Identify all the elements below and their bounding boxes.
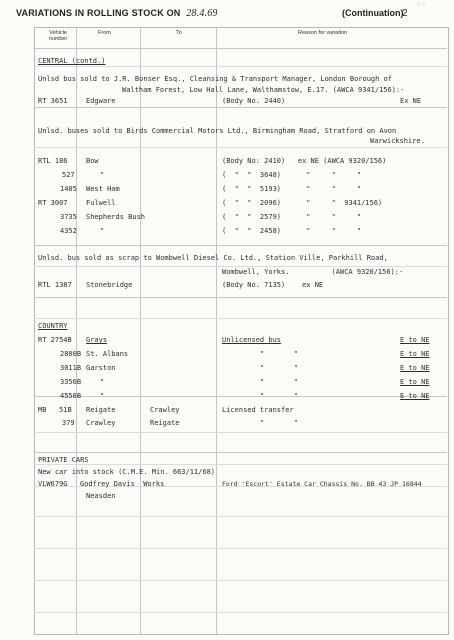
row-rule [34, 297, 447, 298]
section-heading-central: CENTRAL (contd.) [38, 57, 106, 65]
row-rule [34, 318, 447, 319]
vehicle-number: MB 51B [38, 406, 72, 414]
status-code: Ex NE [400, 97, 422, 105]
vehicle-number: 4556B [60, 392, 82, 400]
reason-text: ( " " 2579) " " " [222, 213, 362, 221]
status-code: E to NE [400, 350, 430, 358]
reason-text: (Body No: 2410) ex NE (AWCA 9320/156) [222, 157, 387, 165]
vehicle-number: RT 3007 [38, 199, 68, 207]
reason-text: Unlicensed bus [222, 336, 282, 344]
to-depot: Reigate [150, 419, 180, 427]
document-title [16, 8, 218, 19]
vehicle-number: 3356B [60, 378, 82, 386]
column-header-from: From [98, 30, 111, 36]
entry-text: New car into stock (C.M.E. Min. 663/11/68) [38, 468, 216, 476]
from-depot: Shepherds Bush [86, 213, 146, 221]
status-code: E to NE [400, 392, 430, 400]
row-rule [34, 452, 447, 453]
from-depot: " [100, 227, 105, 235]
column-header-vehicle: Vehicle number [48, 30, 68, 42]
from-depot: Garston [86, 364, 116, 372]
entry-text: Unlsd. bus sold as scrap to Wombwell Diesel Co. Ltd., Station Ville, Parkhill Road, [38, 254, 388, 262]
entry-text: Warwickshire. [370, 137, 425, 145]
row-rule [34, 396, 447, 397]
row-rule [34, 580, 447, 581]
header-rule [34, 48, 447, 49]
vehicle-number: VLW679G [38, 480, 68, 488]
column-header-to: To [176, 30, 182, 36]
row-rule [34, 612, 447, 613]
table-frame [34, 27, 449, 635]
entry-text: Wombwell, Yorks. (AWCA 9320/156):- [222, 268, 404, 276]
from-depot: Godfrey Davis Works [80, 480, 165, 488]
vehicle-number: 379 [62, 419, 75, 427]
status-code: E to NE [400, 336, 430, 344]
vehicle-number: 1405 [60, 185, 77, 193]
from-depot: " [100, 171, 105, 179]
vehicle-number: RTL 186 [38, 157, 68, 165]
row-rule [34, 107, 447, 108]
to-depot: Crawley [150, 406, 180, 414]
reason-text: Licensed transfer [222, 406, 294, 414]
column-header-reason: Reason for variation [298, 30, 348, 36]
from-depot: Reigate [86, 406, 116, 414]
section-heading-private-cars: PRIVATE CARS [38, 456, 89, 464]
reason-text: (Body No. 2440) [222, 97, 286, 105]
vehicle-number: 527 [62, 171, 75, 179]
column-divider [216, 27, 217, 634]
column-divider [76, 27, 77, 634]
vehicle-number: RTL 1387 [38, 281, 72, 289]
corner-stamp: ◌ ◌ [416, 1, 427, 9]
reason-text: ( " " 2096) " " 9341/156) [222, 199, 383, 207]
vehicle-number: RT 2754B [38, 336, 72, 344]
from-depot: Stonebridge [86, 281, 133, 289]
entry-text: Unlsd. buses sold to Birds Commercial Motors Ltd., Birmingham Road, Stratford on Avon [38, 127, 397, 135]
vehicle-number: 4352 [60, 227, 77, 235]
from-depot: " [100, 392, 105, 400]
row-rule [34, 266, 447, 267]
page-number: 2 [402, 8, 408, 19]
vehicle-number: RT 3651 [38, 97, 68, 105]
from-depot: Crawley [86, 419, 116, 427]
vehicle-number: 3735 [60, 213, 77, 221]
entry-text: Unlsd bus sold to J.R. Bonser Esq., Cleansing & Transport Manager, London Borough of [38, 75, 393, 83]
title-text: VARIATIONS IN ROLLING STOCK ON [16, 8, 181, 18]
reason-text: (Body No. 7135) ex NE [222, 281, 324, 289]
vehicle-number: 3011B [60, 364, 82, 372]
column-divider [140, 27, 141, 634]
row-rule [34, 516, 447, 517]
row-rule [34, 432, 447, 433]
reason-text: " " [260, 350, 298, 358]
from-depot: West Ham [86, 185, 120, 193]
from-depot: Neasden [86, 492, 116, 500]
row-rule [34, 245, 447, 246]
from-depot: Bow [86, 157, 99, 165]
reason-text: ( " " 3648) " " " [222, 171, 362, 179]
row-rule [34, 548, 447, 549]
from-depot: Grays [86, 336, 108, 344]
reason-text: ( " " 2458) " " " [222, 227, 362, 235]
title-date: 28.4.69 [186, 8, 218, 19]
from-depot: Edgware [86, 97, 116, 105]
status-code: E to NE [400, 364, 430, 372]
reason-text: " " [260, 392, 298, 400]
from-depot: " [100, 378, 105, 386]
reason-text: " " [260, 364, 298, 372]
entry-text: Waltham Forest, Low Hall Lane, Walthamstow, E.17. (AWCA 9341/156):- [122, 86, 405, 94]
reason-text: ( " " 5193) " " " [222, 185, 362, 193]
reason-text: " " [260, 419, 298, 427]
row-rule [34, 66, 447, 67]
reason-text: " " [260, 378, 298, 386]
vehicle-number: 2800B [60, 350, 82, 358]
reason-text: Ford 'Escort' Estate Car Chassis No. BB 43 JP 16844 [222, 480, 422, 488]
section-heading-country: COUNTRY [38, 322, 68, 330]
row-rule [34, 464, 447, 465]
from-depot: Fulwell [86, 199, 116, 207]
row-rule [34, 147, 447, 148]
status-code: E to NE [400, 378, 430, 386]
continuation-label: (Continuation) [342, 8, 404, 18]
from-depot: St. Albans [86, 350, 129, 358]
